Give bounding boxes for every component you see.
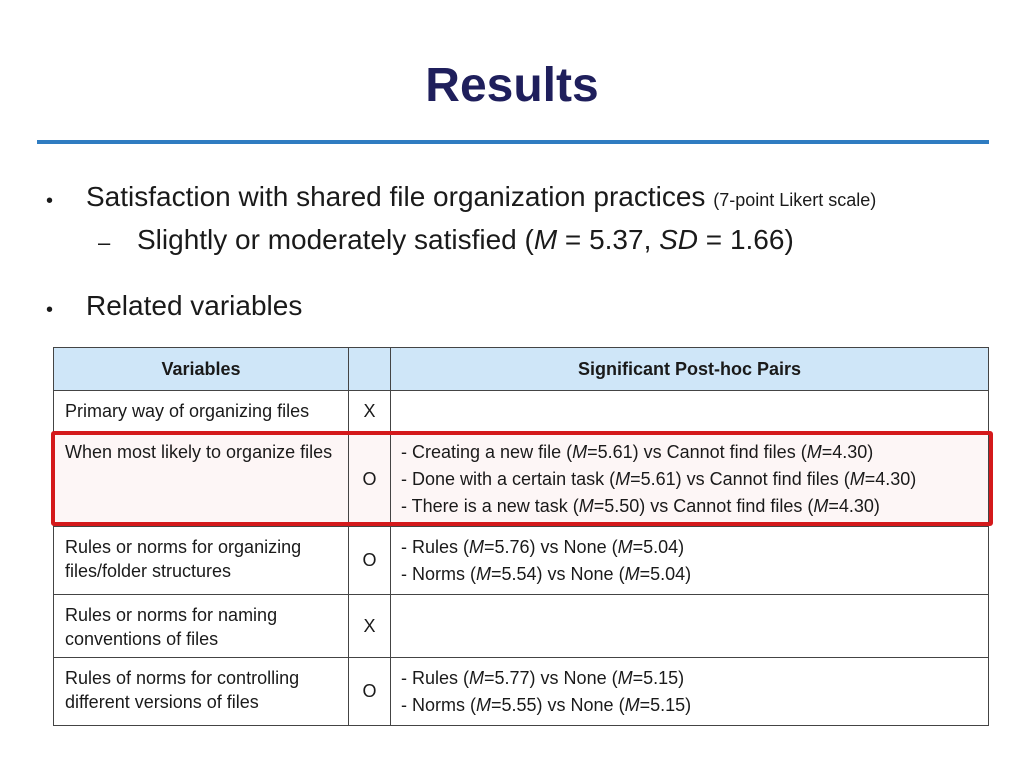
mean-value: = 5.37, xyxy=(557,224,660,255)
post-hoc-pair: - Norms (M=5.55) vs None (M=5.15) xyxy=(401,695,692,715)
post-hoc-pair: - Norms (M=5.54) vs None (M=5.04) xyxy=(401,564,692,584)
post-hoc-pairs-cell xyxy=(391,658,989,726)
variable-cell: When most likely to organize files xyxy=(54,432,349,527)
sub-bullet-dash: – xyxy=(98,230,111,255)
bullet-dot: • xyxy=(46,299,54,321)
sd-value: = 1.66) xyxy=(698,224,794,255)
mean-label: M xyxy=(533,224,558,255)
table-row xyxy=(54,432,989,527)
results-table xyxy=(53,347,989,726)
post-hoc-pairs-cell xyxy=(391,432,989,527)
significance-cell: O xyxy=(349,432,391,527)
bullet-satisfaction-text: Satisfaction with shared file organization practices xyxy=(86,181,706,212)
significance-cell: X xyxy=(349,595,391,658)
post-hoc-pair: - Done with a certain task (M=5.61) vs Cannot find files (M=4.30) xyxy=(401,469,917,489)
post-hoc-pair: - There is a new task (M=5.50) vs Cannot find files (M=4.30) xyxy=(401,496,880,516)
post-hoc-pair: - Rules (M=5.77) vs None (M=5.15) xyxy=(401,668,685,688)
sd-label: SD xyxy=(659,224,699,255)
bullet-related-variables: Related variables xyxy=(86,290,303,321)
title-divider xyxy=(37,140,989,144)
table-row xyxy=(54,527,989,595)
post-hoc-pairs-cell xyxy=(391,527,989,595)
table-row xyxy=(54,391,989,432)
table-row xyxy=(54,658,989,726)
bullet-satisfaction xyxy=(86,181,876,213)
post-hoc-pair: - Rules (M=5.76) vs None (M=5.04) xyxy=(401,537,685,557)
post-hoc-pairs-cell xyxy=(391,595,989,658)
header-significance xyxy=(349,348,391,391)
stats-prefix: Slightly or moderately satisfied ( xyxy=(137,224,534,255)
significance-cell: O xyxy=(349,527,391,595)
post-hoc-pair: - Creating a new file (M=5.61) vs Cannot find files (M=4.30) xyxy=(401,442,874,462)
variable-cell: Rules of norms for controlling different versions of files xyxy=(54,658,349,726)
significance-cell: O xyxy=(349,658,391,726)
header-variables: Variables xyxy=(54,348,349,391)
bullet-dot: • xyxy=(46,190,54,212)
likert-note: (7-point Likert scale) xyxy=(713,190,877,210)
sub-bullet-satisfaction-stats xyxy=(137,224,794,256)
variable-cell: Primary way of organizing files xyxy=(54,391,349,432)
significance-cell: X xyxy=(349,391,391,432)
variable-cell: Rules or norms for organizing files/folder structures xyxy=(54,527,349,595)
post-hoc-pairs-cell xyxy=(391,391,989,432)
table-row xyxy=(54,595,989,658)
variable-cell: Rules or norms for naming conventions of files xyxy=(54,595,349,658)
header-post-hoc-pairs: Significant Post-hoc Pairs xyxy=(391,348,989,391)
slide-title: Results xyxy=(425,59,599,112)
